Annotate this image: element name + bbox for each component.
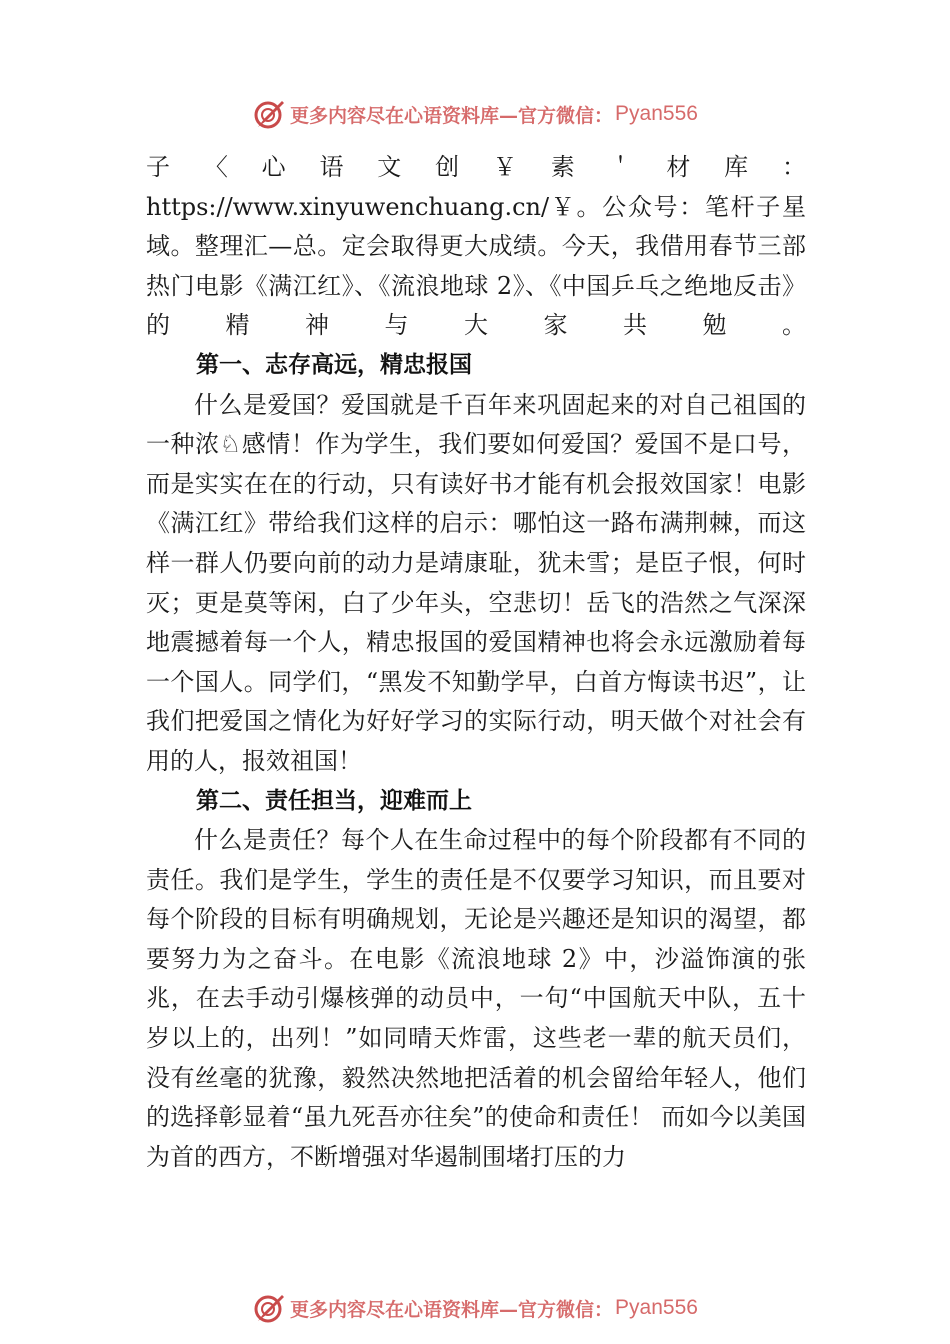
section-2-paragraph: 什么是责任？每个人在生命过程中的每个阶段都有不同的责任。我们是学生，学生的责任是不仅要学习知识，而且要对每个阶段的目标有明确规划，无论是兴趣还是知识的渴望，都要努力为之奋斗。在电影《流浪地球 2》中，沙溢饰演的张兆，在去手动引爆核弹的动员中，一句“中国航天中队，五十岁以上的，出列！”如同晴天炸雷，这些老一辈的航天员们，没有丝毫的犹豫，毅然决然地把活着的机会留给年轻人，他们的选择彰显着“虽九死吾亦往矣”的使命和责任！ 而如今以美国为首的西方，不断增强对华遏制围堵打压的力	[146, 826, 806, 1171]
section-1-paragraph: 什么是爱国？爱国就是千百年来巩固起来的对自己祖国的一种浓♘感情！作为学生，我们要如何爱国？爱国不是口号，而是实实在在的行动，只有读好书才能有机会报效国家！电影《满江红》带给我们这样的启示：哪怕这一路布满荆棘，而这样一群人仍要向前的动力是靖康耻，犹未雪；是臣子恨，何时灭；更是莫等闲，白了少年头，空悲切！岳飞的浩然之气深深地震撼着每一个人，精忠报国的爱国精神也将会永远激励着每一个国人。同学们，“黑发不知勤学早，白首方悔读书迟”，让我们把爱国之情化为好好学习的实际行动，明天做个对社会有用的人，报效祖国！	[146, 390, 806, 775]
header-banner-text: 更多内容尽在心语资料库—官方微信：	[290, 104, 614, 127]
intro-paragraph: 子〈心语文创￥素＇材库：https://www.xinyuwenchuang.cn/￥。公众号：笔杆子星域。整理汇—总。定会取得更大成绩。今天，我借用春节三部热门电影《满江红》、《流浪地球 2》、《中国乒乓之绝地反击》的精神与大家共勉。	[146, 153, 806, 340]
section-heading-1: 第一、志存高远，精忠报国	[196, 351, 472, 378]
footer-banner-text: 更多内容尽在心语资料库—官方微信：	[290, 1298, 614, 1321]
header-wechat-id: Pyan556	[615, 102, 698, 125]
footer-wechat-id: Pyan556	[615, 1296, 698, 1319]
quill-seal-logo-icon	[252, 1291, 286, 1325]
footer-banner	[0, 1288, 950, 1328]
quill-seal-logo-icon	[252, 97, 286, 131]
document-body	[146, 148, 806, 1177]
header-banner	[0, 94, 950, 134]
section-heading-2: 第二、责任担当，迎难而上	[196, 787, 472, 814]
